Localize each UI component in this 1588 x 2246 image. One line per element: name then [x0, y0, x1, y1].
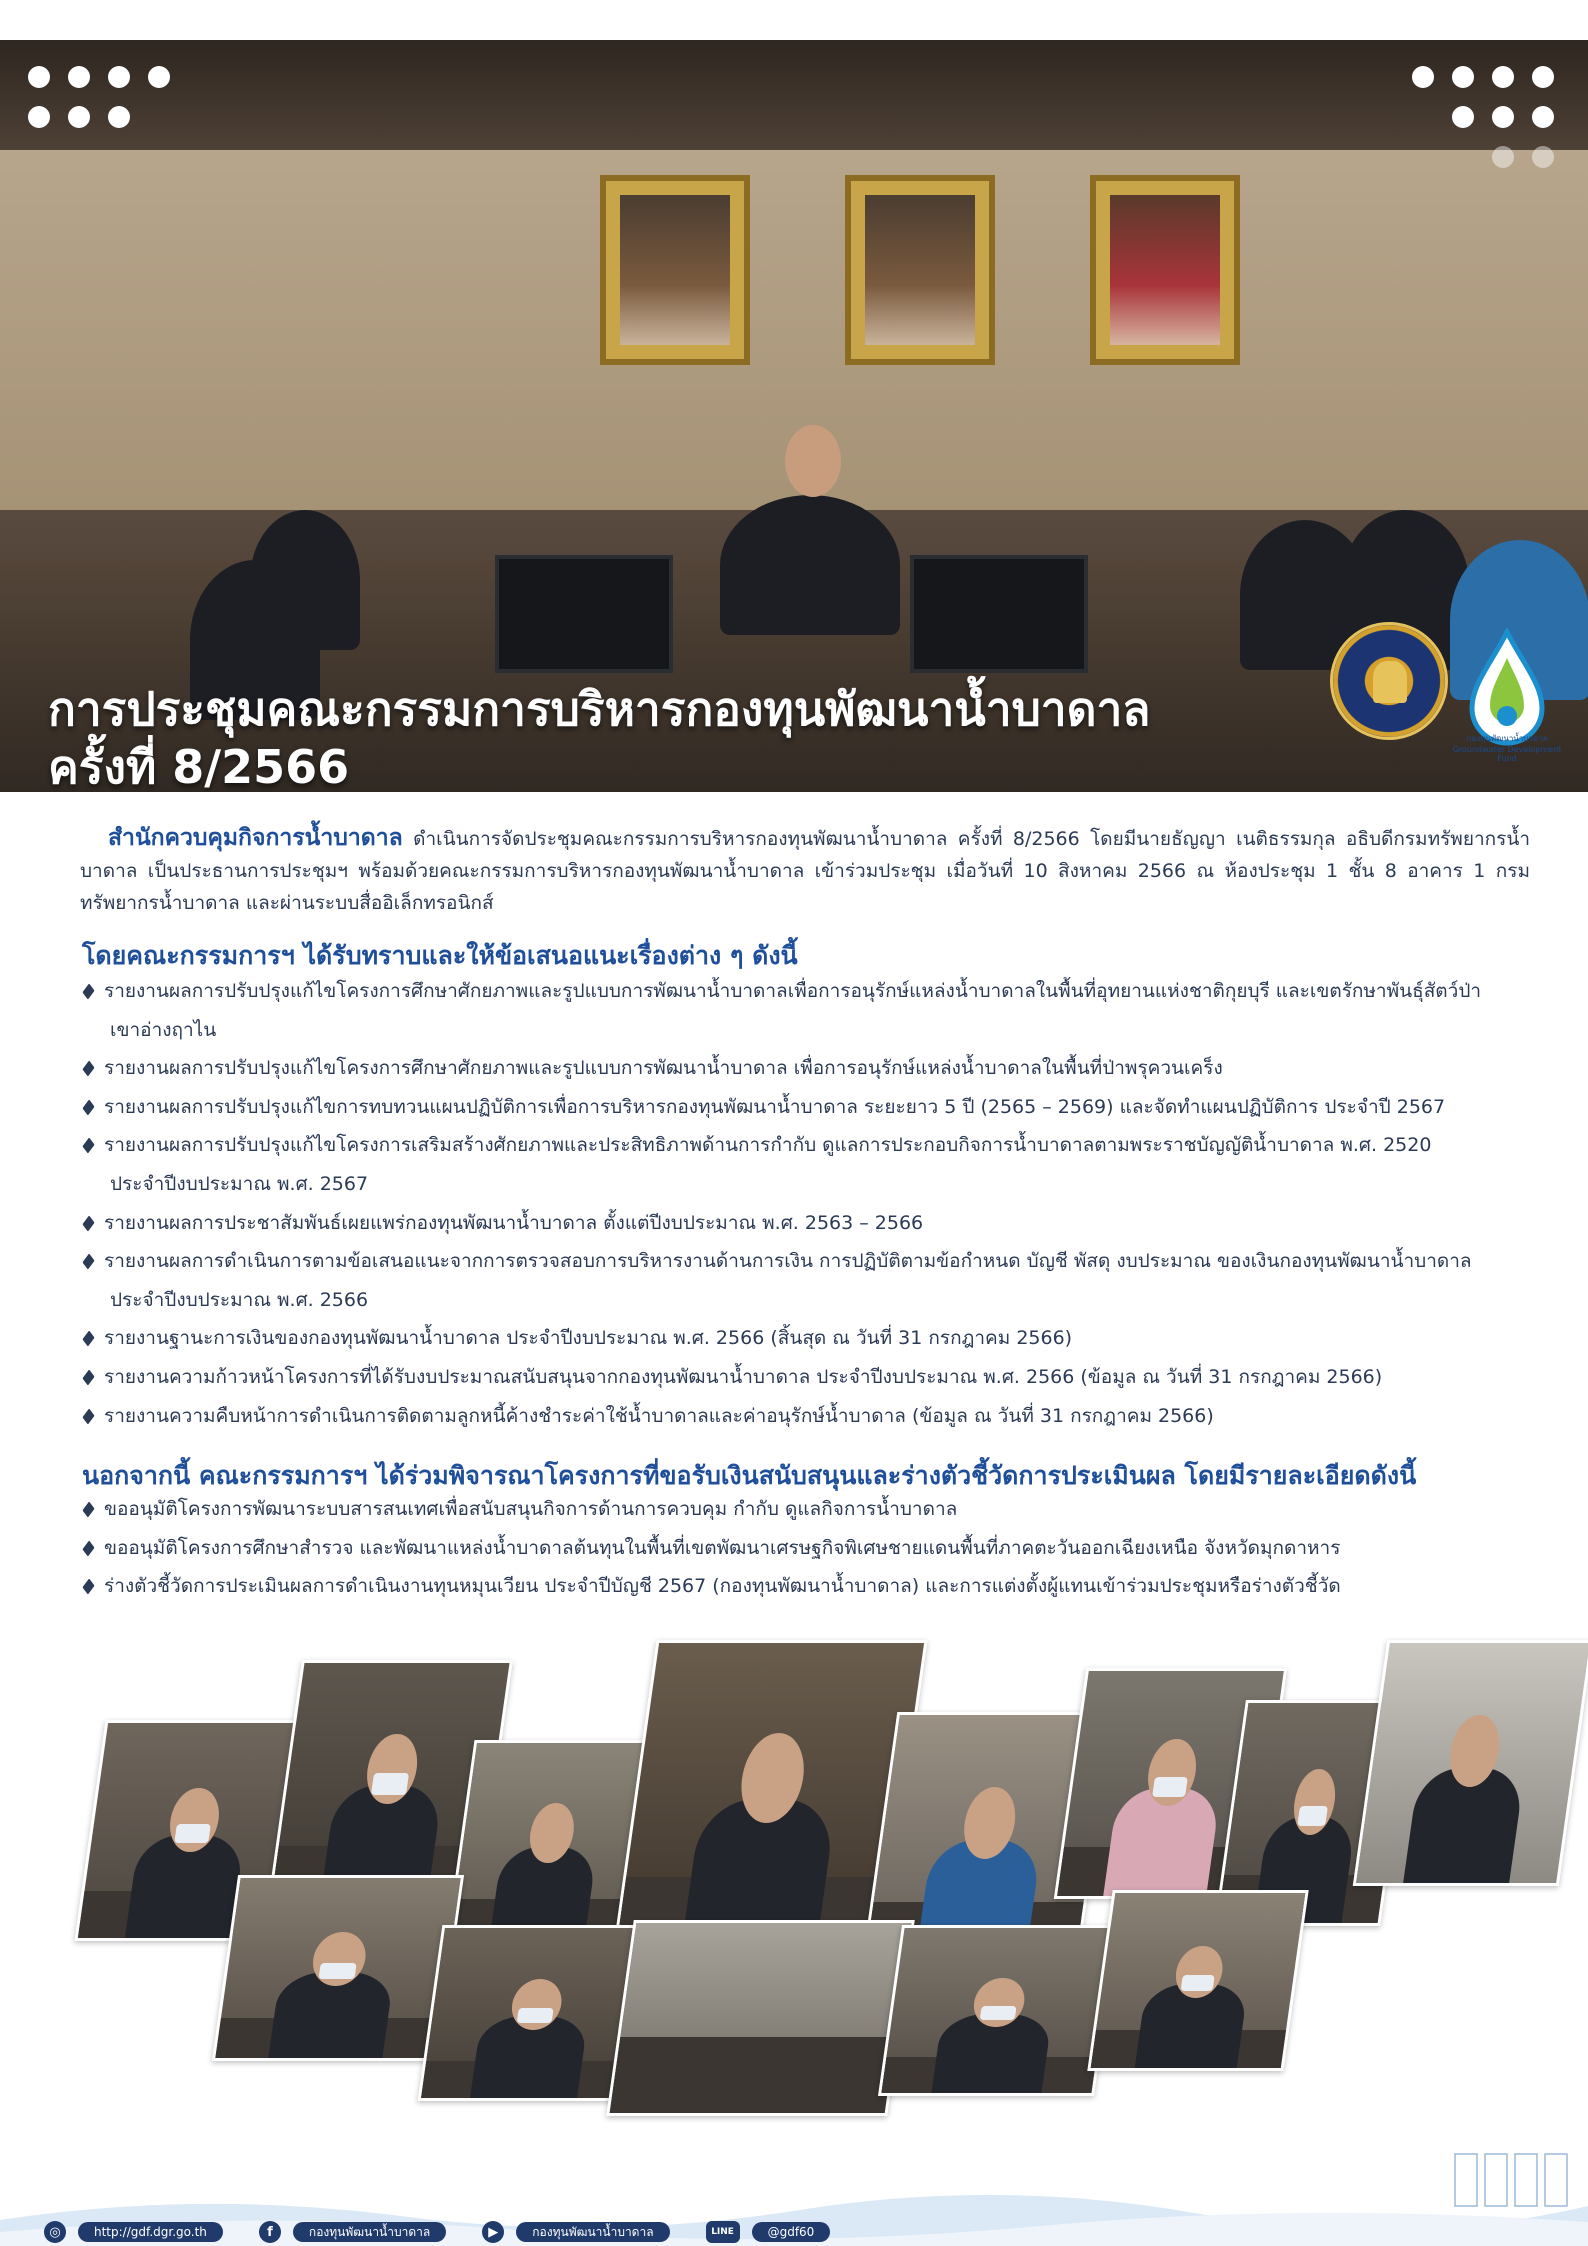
section1-item-text: รายงานผลการปรับปรุงแก้ไขโครงการศึกษาศักยภาพและรูปแบบการพัฒนาน้ำบาดาล เพื่อการอนุรักษ์แหล่งน้ำบาดาลในพื้นที่ป่าพรุควนเคร็ง — [104, 1057, 1223, 1080]
section1-item — [80, 1126, 1530, 1203]
decor-dots-left — [28, 66, 170, 128]
section2-heading: นอกจากนี้ คณะกรรมการฯ ได้ร่วมพิจารณาโครงการที่ขอรับเงินสนับสนุนและร่างตัวชี้วัดการประเมินผล โดยมีรายละเอียดดังนี้ — [82, 1461, 1417, 1490]
section1-item-text: รายงานความก้าวหน้าโครงการที่ได้รับงบประมาณสนับสนุนจากกองทุนพัฒนาน้ำบาดาล ประจำปีงบประมาณ พ.ศ. 2566 (ข้อมูล ณ วันที่ 31 กรกฎาคม 2566) — [104, 1365, 1383, 1388]
section1-item-continuation: เขาอ่างฤาไน — [110, 1018, 217, 1041]
section1-heading: โดยคณะกรรมการฯ ได้รับทราบและให้ข้อเสนอแนะเรื่องต่าง ๆ ดังนี้ — [82, 941, 798, 970]
section1-item-text: รายงานฐานะการเงินของกองทุนพัฒนาน้ำบาดาล ประจำปีงบประมาณ พ.ศ. 2566 (สิ้นสุด ณ วันที่ 31 กรกฎาคม 2566) — [104, 1327, 1073, 1350]
line-link[interactable]: @gdf60 — [752, 2222, 831, 2242]
section1-list — [80, 972, 1530, 1435]
attendee-left-2 — [250, 510, 360, 650]
ceiling — [0, 40, 1588, 150]
facebook-link[interactable]: กองทุนพัฒนาน้ำบาดาล — [293, 2222, 446, 2242]
youtube-link[interactable]: กองทุนพัฒนาน้ำบาดาล — [516, 2222, 669, 2242]
section1-item — [80, 1358, 1530, 1397]
collage-photo-12 — [878, 1925, 1118, 2096]
portrait-frame-left — [600, 175, 750, 365]
section1-item-text: รายงานผลการประชาสัมพันธ์เผยแพร่กองทุนพัฒนาน้ำบาดาล ตั้งแต่ปีงบประมาณ พ.ศ. 2563 – 2566 — [104, 1211, 924, 1234]
drop-logo-caption-en: Groundwater Development Fund — [1452, 745, 1562, 763]
collage-photo-13 — [1087, 1890, 1308, 2071]
water-drop-logo — [1462, 628, 1552, 748]
section1-item — [80, 1319, 1530, 1358]
drop-logo-caption — [1452, 732, 1562, 763]
section1-item-text: รายงานผลการดำเนินการตามข้อเสนอแนะจากการตรวจสอบการบริหารงานด้านการเงิน การปฏิบัติตามข้อกำหนด บัญชี พัสดุ งบประมาณ ของเงินกองทุนพัฒนาน้ำบาดาล — [104, 1250, 1472, 1273]
portrait-frame-right — [1090, 175, 1240, 365]
section1-item — [80, 1049, 1530, 1088]
section1-item-text: รายงานความคืบหน้าการดำเนินการติดตามลูกหนี้ค้างชำระค่าใช้น้ำบาดาลและค่าอนุรักษ์น้ำบาดาล (ข้อมูล ณ วันที่ 31 กรกฎาคม 2566) — [104, 1404, 1214, 1427]
chairperson-head — [785, 425, 841, 497]
youtube-icon: ▶ — [482, 2221, 504, 2243]
section1-item — [80, 1088, 1530, 1127]
monitor-right — [910, 555, 1088, 673]
title-line-2: ครั้งที่ 8/2566 — [48, 740, 350, 792]
page-title — [48, 680, 1151, 792]
globe-icon: ◎ — [44, 2221, 66, 2243]
section1-item — [80, 1204, 1530, 1243]
section1-item-continuation: ประจำปีงบประมาณ พ.ศ. 2566 — [110, 1288, 369, 1311]
monitor-left — [495, 555, 673, 673]
department-seal-logo — [1330, 622, 1448, 740]
intro-lead: สำนักควบคุมกิจการน้ำบาดาล — [108, 825, 403, 851]
facebook-icon: f — [259, 2221, 281, 2243]
website-link[interactable]: http://gdf.dgr.go.th — [78, 2222, 223, 2242]
intro-paragraph — [80, 822, 1530, 919]
portrait-frame-center — [845, 175, 995, 365]
section1-item-text: รายงานผลการปรับปรุงแก้ไขการทบทวนแผนปฏิบัติการเพื่อการบริหารกองทุนพัฒนาน้ำบาดาล ระยะยาว 5 ปี (2565 – 2569) และจัดทำแผนปฏิบัติการ ประจำปี 2567 — [104, 1095, 1446, 1118]
intro-text: ดำเนินการจัดประชุมคณะกรรมการบริหารกองทุนพัฒนาน้ำบาดาล ครั้งที่ 8/2566 โดยมีนายธัญญา เนติธรรมกุล อธิบดีกรมทรัพยากรน้ำบาดาล เป็นประธานการประชุมฯ พร้อมด้วยคณะกรรมการบริหารกองทุนพัฒนาน้ำบาดาล เข้าร่วมประชุม เมื่อวันที่ 10 สิงหาคม 2566 ณ ห้องประชุม 1 ชั้น 8 อาคาร 1 กรมทรัพยากรน้ำบาดาล และผ่านระบบสื่ออิเล็กทรอนิกส์ — [80, 828, 1530, 914]
section1-item-text: รายงานผลการปรับปรุงแก้ไขโครงการเสริมสร้างศักยภาพและประสิทธิภาพด้านการกำกับ ดูแลการประกอบกิจการน้ำบาดาลตามพระราชบัญญัติน้ำบาดาล พ.ศ. 2520 — [104, 1134, 1432, 1157]
footer-contact-bar — [0, 2218, 1588, 2246]
line-icon: LINE — [706, 2221, 740, 2243]
chairperson — [720, 495, 900, 635]
section1-item-continuation: ประจำปีงบประมาณ พ.ศ. 2567 — [110, 1172, 369, 1195]
decor-dots-right — [1412, 66, 1554, 168]
title-line-1: การประชุมคณะกรรมการบริหารกองทุนพัฒนาน้ำบาดาล — [48, 682, 1151, 736]
section1-item — [80, 1242, 1530, 1319]
drop-logo-caption-th: กองทุนพัฒนาน้ำบาดาล — [1466, 734, 1548, 743]
section1-item — [80, 972, 1530, 1049]
collage-photo-11 — [606, 1920, 915, 2116]
section1-item — [80, 1397, 1530, 1436]
photo-collage — [60, 1640, 1560, 2070]
section2-item: ร่างตัวชี้วัดการประเมินผลการดำเนินงานทุนหมุนเวียน ประจำปีบัญชี 2567 (กองทุนพัฒนาน้ำบาดาล) และการแต่งตั้งผู้แทนเข้าร่วมประชุมหรือร่างตัวชี้วัด — [80, 1567, 1530, 1606]
section2-item: ขออนุมัติโครงการพัฒนาระบบสารสนเทศเพื่อสนับสนุนกิจการด้านการควบคุม กำกับ ดูแลกิจการน้ำบาดาล — [80, 1490, 1530, 1529]
collage-photo-8 — [1353, 1640, 1588, 1886]
section1-item-text: รายงานผลการปรับปรุงแก้ไขโครงการศึกษาศักยภาพและรูปแบบการพัฒนาน้ำบาดาลเพื่อการอนุรักษ์แหล่งน้ำบาดาลในพื้นที่อุทยานแห่งชาติกุยบุรี และเขตรักษาพันธุ์สัตว์ป่า — [104, 980, 1482, 1002]
section2-item: ขออนุมัติโครงการศึกษาสำรวจ และพัฒนาแหล่งน้ำบาดาลต้นทุนในพื้นที่เขตพัฒนาเศรษฐกิจพิเศษชายแดนพื้นที่ภาคตะวันออกเฉียงเหนือ จังหวัดมุกดาหาร — [80, 1529, 1530, 1568]
section2-list — [80, 1490, 1530, 1606]
